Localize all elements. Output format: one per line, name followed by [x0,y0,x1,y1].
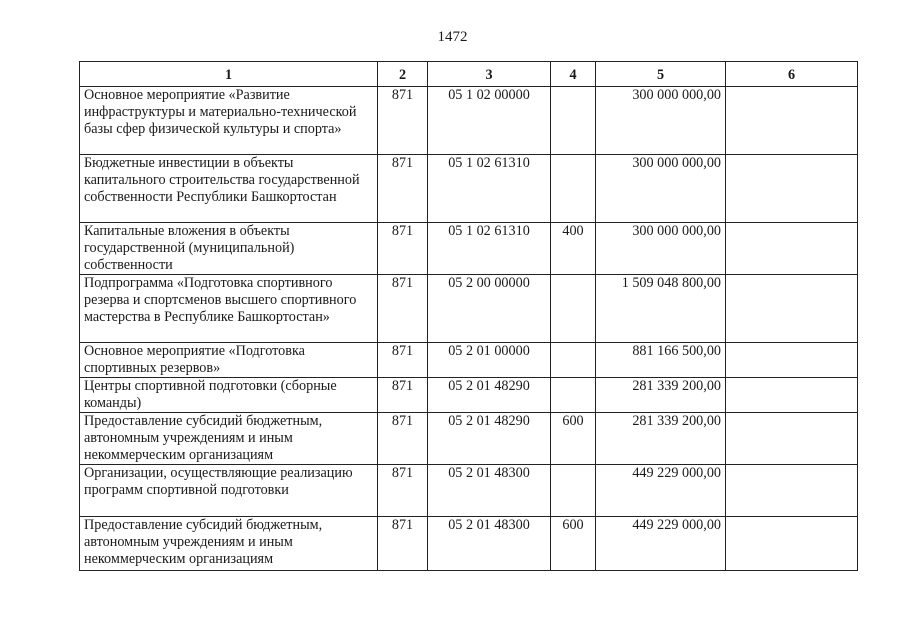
row-name-cell: Основное мероприятие «Развитие инфраструктуры и материально-технической базы сфер физической культуры и спорта» [80,87,378,155]
table-row [80,517,858,571]
row-name-cell: Бюджетные инвестиции в объекты капитального строительства государственной собственности Республики Башкортостан [80,155,378,223]
column-header-6: 6 [726,62,858,87]
table-row [80,223,858,275]
row-col4-cell: 400 [551,223,596,275]
row-col4-cell [551,87,596,155]
row-col5-cell: 281 339 200,00 [596,378,726,413]
table-row [80,413,858,465]
row-col3-cell: 05 2 01 48290 [428,413,551,465]
row-col5-cell: 1 509 048 800,00 [596,275,726,343]
row-col4-cell: 600 [551,517,596,571]
row-name-cell: Центры спортивной подготовки (сборные команды) [80,378,378,413]
table-row [80,275,858,343]
table-row [80,343,858,378]
row-col6-cell [726,378,858,413]
table-row [80,155,858,223]
row-col2-cell: 871 [378,378,428,413]
row-col5-cell: 449 229 000,00 [596,465,726,517]
row-col5-cell: 449 229 000,00 [596,517,726,571]
row-col6-cell [726,343,858,378]
row-col4-cell [551,378,596,413]
row-col6-cell [726,465,858,517]
row-col4-cell [551,343,596,378]
column-header-3: 3 [428,62,551,87]
row-col3-cell: 05 2 00 00000 [428,275,551,343]
page-number: 1472 [437,29,468,45]
row-name-cell: Основное мероприятие «Подготовка спортивных резервов» [80,343,378,378]
row-name-cell: Организации, осуществляющие реализацию программ спортивной подготовки [80,465,378,517]
row-col3-cell: 05 2 01 00000 [428,343,551,378]
row-name-cell: Предоставление субсидий бюджетным, автономным учреждениям и иным некоммерческим организациям [80,517,378,571]
row-col4-cell [551,465,596,517]
row-col6-cell [726,223,858,275]
table-row [80,378,858,413]
row-col4-cell: 600 [551,413,596,465]
row-col3-cell: 05 2 01 48300 [428,517,551,571]
row-col6-cell [726,155,858,223]
row-col2-cell: 871 [378,87,428,155]
row-col2-cell: 871 [378,343,428,378]
row-col2-cell: 871 [378,413,428,465]
table-row [80,87,858,155]
row-col3-cell: 05 1 02 61310 [428,223,551,275]
row-col4-cell [551,275,596,343]
column-header-1: 1 [80,62,378,87]
row-col3-cell: 05 1 02 61310 [428,155,551,223]
row-col2-cell: 871 [378,465,428,517]
row-name-cell: Предоставление субсидий бюджетным, автономным учреждениям и иным некоммерческим организациям [80,413,378,465]
row-name-cell: Подпрограмма «Подготовка спортивного резерва и спортсменов высшего спортивного мастерства в Республике Башкортостан» [80,275,378,343]
row-col2-cell: 871 [378,275,428,343]
row-col2-cell: 871 [378,155,428,223]
row-col3-cell: 05 2 01 48300 [428,465,551,517]
row-name-cell: Капитальные вложения в объекты государственной (муниципальной) собственности [80,223,378,275]
row-col3-cell: 05 1 02 00000 [428,87,551,155]
column-header-5: 5 [596,62,726,87]
column-header-4: 4 [551,62,596,87]
row-col6-cell [726,275,858,343]
row-col6-cell [726,413,858,465]
row-col6-cell [726,517,858,571]
row-col4-cell [551,155,596,223]
column-header-2: 2 [378,62,428,87]
budget-table [79,61,858,571]
row-col5-cell: 300 000 000,00 [596,155,726,223]
table-row [80,465,858,517]
row-col2-cell: 871 [378,223,428,275]
header-row [80,62,858,87]
row-col2-cell: 871 [378,517,428,571]
row-col6-cell [726,87,858,155]
row-col5-cell: 300 000 000,00 [596,223,726,275]
row-col5-cell: 300 000 000,00 [596,87,726,155]
row-col3-cell: 05 2 01 48290 [428,378,551,413]
row-col5-cell: 281 339 200,00 [596,413,726,465]
row-col5-cell: 881 166 500,00 [596,343,726,378]
